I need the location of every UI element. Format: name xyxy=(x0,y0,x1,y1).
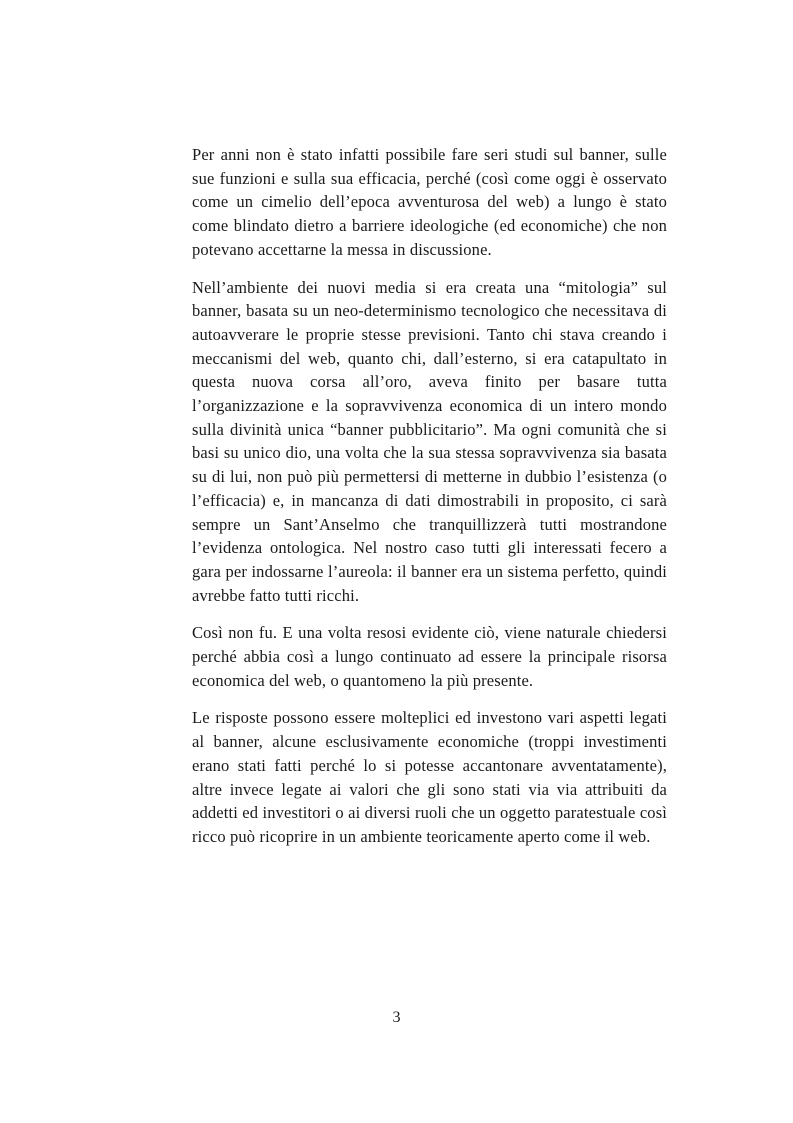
paragraph-3: Così non fu. E una volta resosi evidente ciò, viene naturale chiedersi perché abbia così a lungo continuato ad essere la principale risorsa economica del web, o quantomeno la più presente. xyxy=(192,623,667,690)
paragraph-1: Per anni non è stato infatti possibile fare seri studi sul banner, sulle sue funzioni e sulla sua efficacia, perché (così come oggi è osservato come un cimelio dell’epoca avventurosa del web) a lungo è stato come blindato dietro a barriere ideologiche (ed economiche) che non potevano accettarne la messa in discussione. xyxy=(192,145,667,259)
paragraph-4: Le risposte possono essere molteplici ed investono vari aspetti legati al banner, alcune esclusivamente economiche (troppi investimenti erano stati fatti perché lo si potesse accantonare avventatamente), altre invece legate ai valori che gli sono stati via via attribuiti da addetti ed investitori o ai diversi ruoli che un oggetto paratestuale così ricco può ricoprire in un ambiente teoricamente aperto come il web. xyxy=(192,708,667,846)
page-number: 3 xyxy=(392,1009,401,1026)
paragraph-2: Nell’ambiente dei nuovi media si era creata una “mitologia” sul banner, basata su un neo-determinismo tecnologico che necessitava di autoavverare le proprie stesse previsioni. Tanto chi stava creando i meccanismi del web, quanto chi, dall’esterno, si era catapultato in questa nuova corsa all’oro, aveva finito per basare tutta l’organizzazione e la sopravvivenza economica di un intero mondo sulla divinità unica “banner pubblicitario”. Ma ogni comunità che si basi su unico dio, una volta che la sua stessa sopravvivenza sia basata su di lui, non può più permettersi di metterne in dubbio l’esistenza (o l’efficacia) e, in mancanza di dati dimostrabili in proposito, ci sarà sempre un Sant’Anselmo che tranquillizzerà tutti mostrandone l’evidenza ontologica. Nel nostro caso tutti gli interessati fecero a gara per indossarne l’aureola: il banner era un sistema perfetto, quindi avrebbe fatto tutti ricchi. xyxy=(192,277,667,605)
body-text xyxy=(192,143,667,863)
